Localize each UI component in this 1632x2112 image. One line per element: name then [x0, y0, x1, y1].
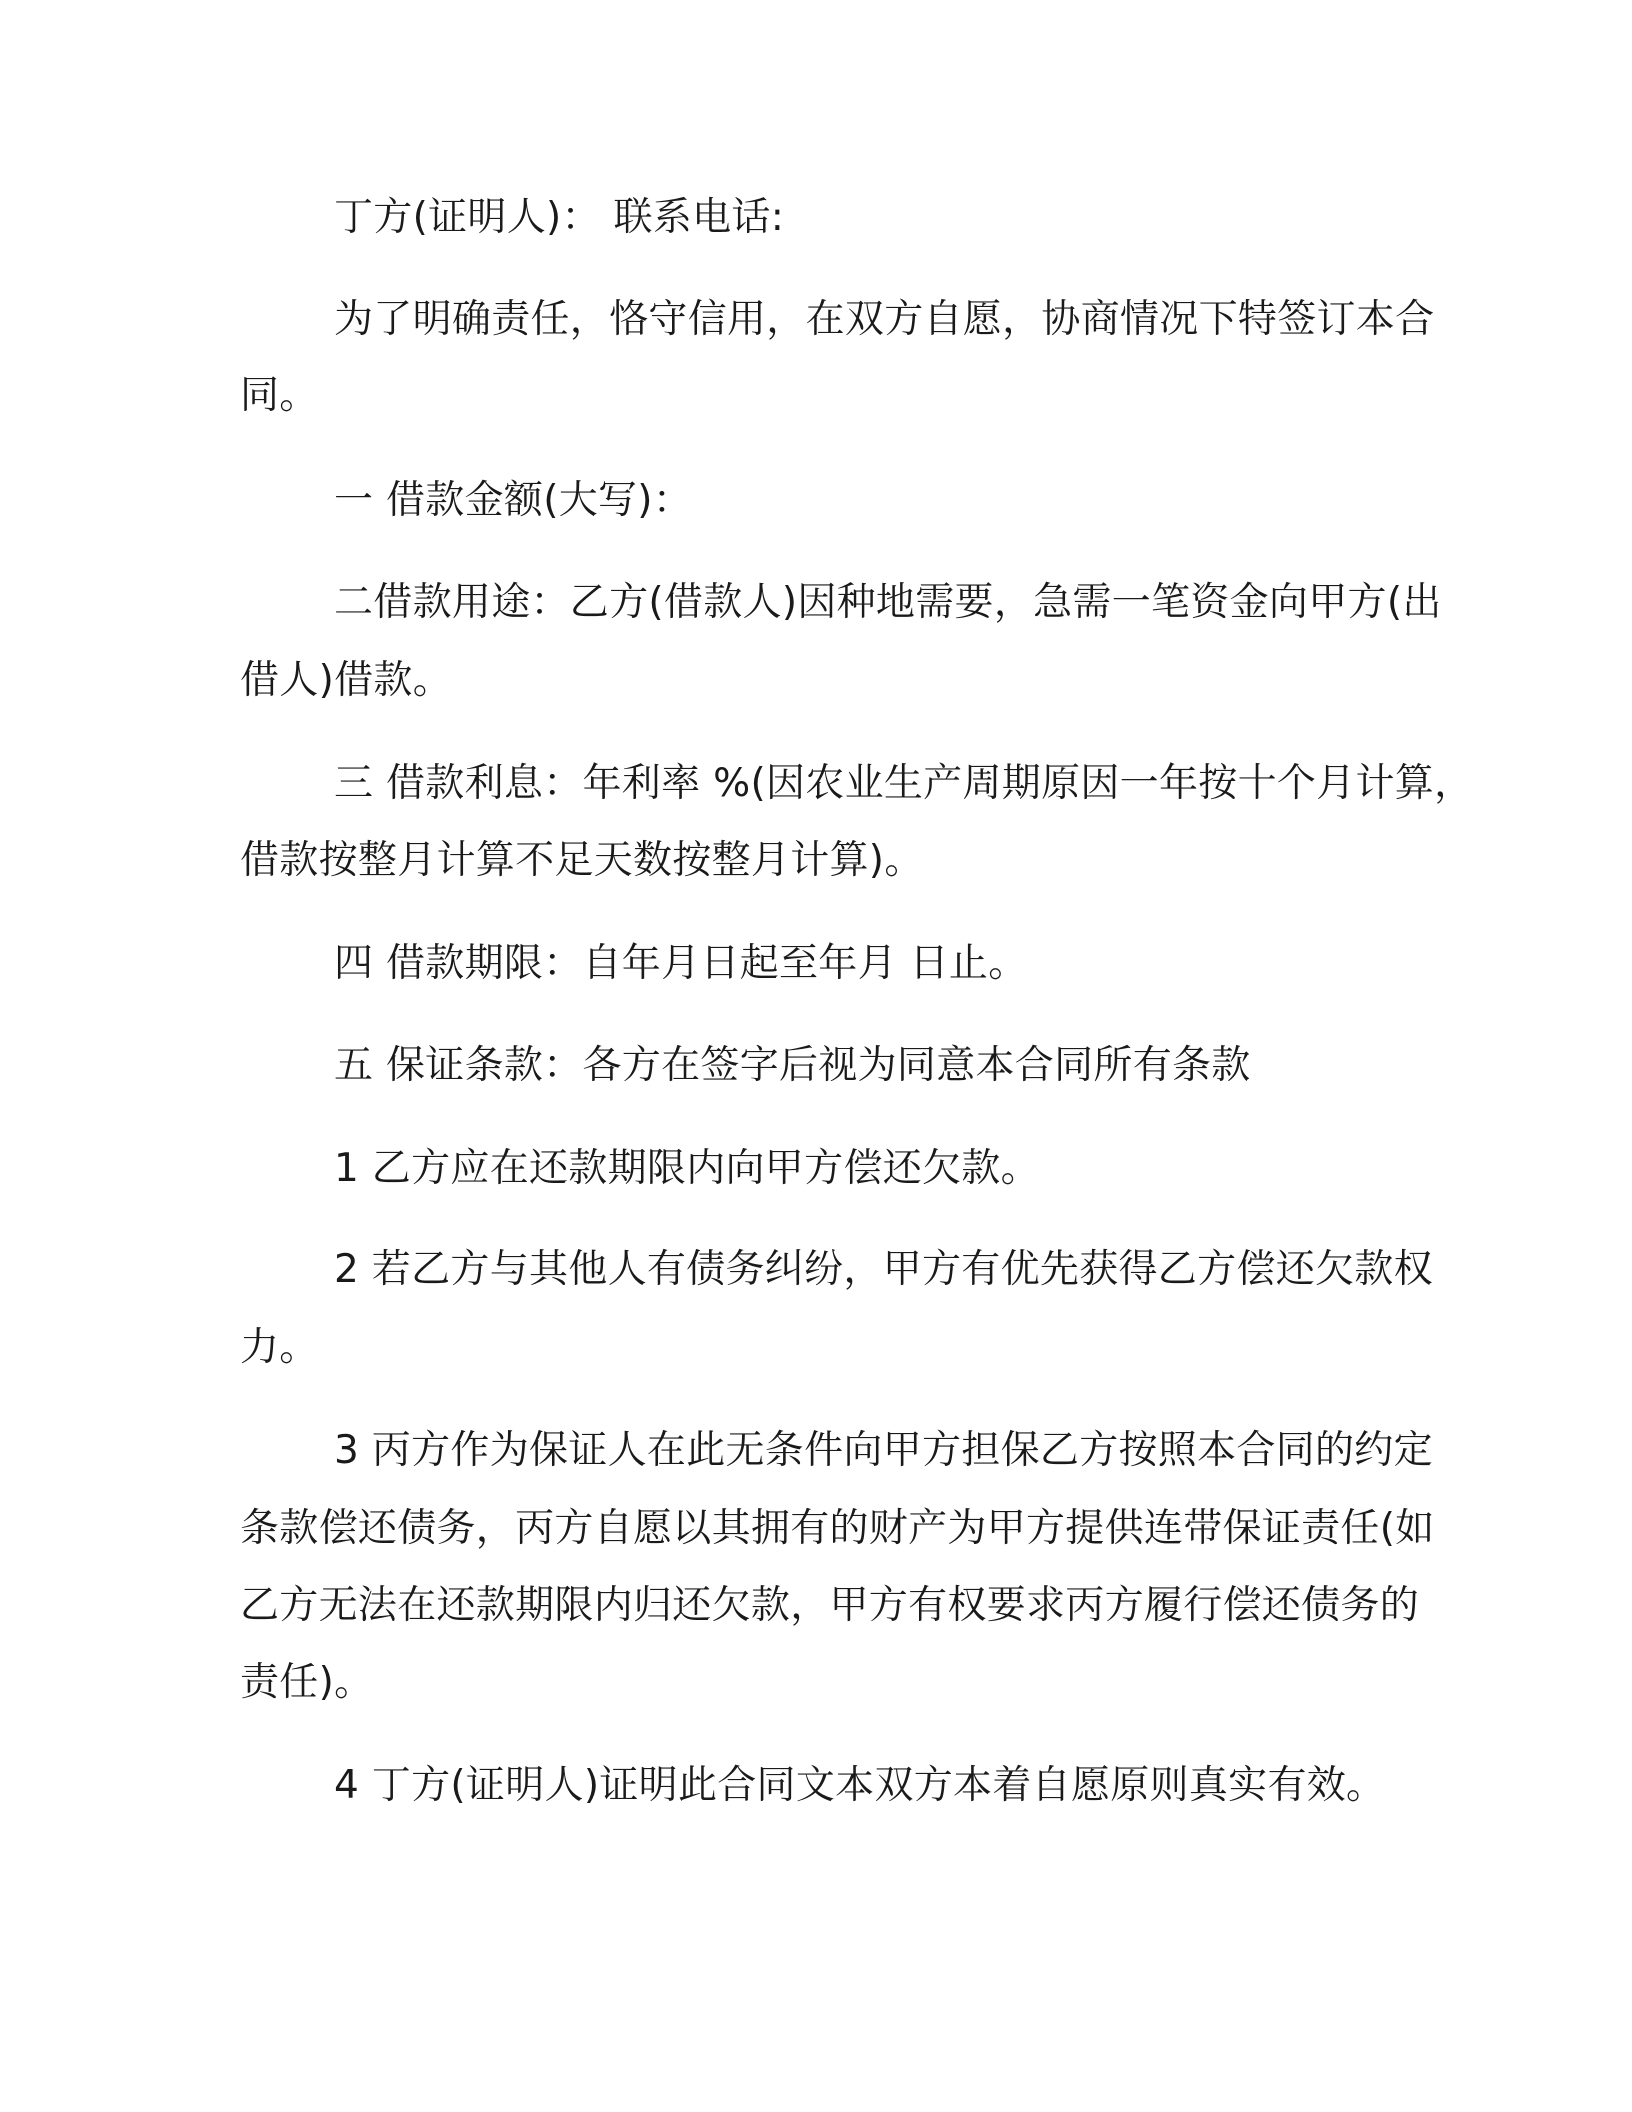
clause-5-line: 五 保证条款：各方在签字后视为同意本合同所有条款 — [334, 1043, 1251, 1088]
intro-line-1: 为了明确责任，恪守信用，在双方自愿，协商情况下特签订本合 — [334, 297, 1435, 342]
clause-2-line-1: 二借款用途：乙方(借款人)因种地需要，急需一笔资金向甲方(出 — [334, 580, 1442, 625]
clause-1-line: 一 借款金额(大写)： — [334, 478, 693, 523]
item-3-line-1: 3 丙方作为保证人在此无条件向甲方担保乙方按照本合同的约定 — [334, 1428, 1433, 1473]
clause-3-line-2: 借款按整月计算不足天数按整月计算)。 — [240, 838, 924, 883]
party-d-line: 丁方(证明人)： 联系电话: — [334, 195, 785, 240]
clause-3-line-1: 三 借款利息：年利率 %(因农业生产周期原因一年按十个月计算， — [334, 761, 1474, 806]
item-3-line-2: 条款偿还债务，丙方自愿以其拥有的财产为甲方提供连带保证责任(如 — [240, 1506, 1435, 1551]
item-1-line: 1 乙方应在还款期限内向甲方偿还欠款。 — [334, 1146, 1040, 1191]
item-2-line-1: 2 若乙方与其他人有债务纠纷，甲方有优先获得乙方偿还欠款权 — [334, 1247, 1433, 1292]
clause-2-line-2: 借人)借款。 — [240, 658, 453, 703]
item-4-line: 4 丁方(证明人)证明此合同文本双方本着自愿原则真实有效。 — [334, 1763, 1386, 1808]
intro-line-2: 同。 — [240, 373, 319, 418]
item-3-line-3: 乙方无法在还款期限内归还欠款，甲方有权要求丙方履行偿还债务的 — [240, 1583, 1420, 1628]
item-3-line-4: 责任)。 — [240, 1660, 374, 1705]
item-2-line-2: 力。 — [240, 1325, 319, 1370]
clause-4-line: 四 借款期限：自年月日起至年月 日止。 — [334, 941, 1028, 986]
